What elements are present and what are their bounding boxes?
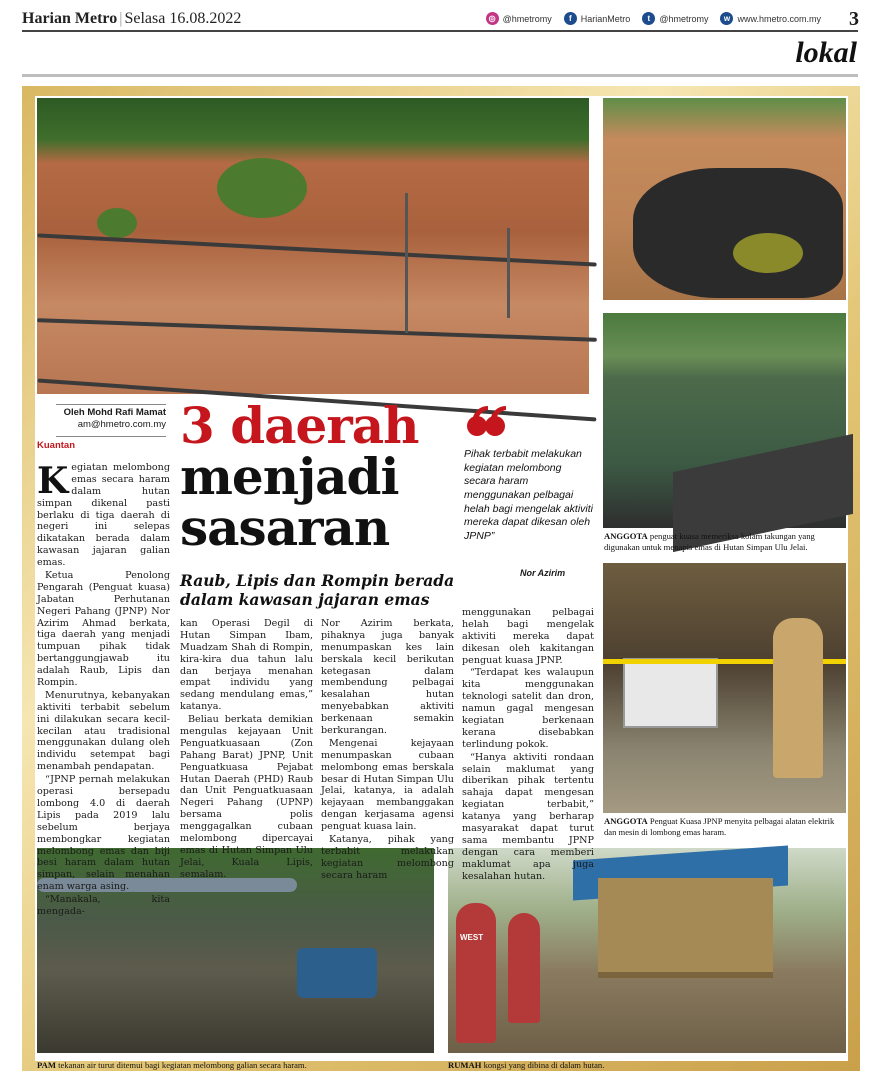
photo-officer — [508, 913, 540, 1023]
web-icon: w — [720, 12, 733, 25]
dateline: Kuantan — [37, 440, 75, 451]
instagram-icon: ◎ — [486, 12, 499, 25]
headline-line-1: 3 daerah — [180, 396, 419, 455]
byline-email[interactable]: am@hmetro.com.my — [56, 419, 166, 436]
caption-camp: ANGGOTA Penguat Kuasa JPNP menyita pelbagai alatan elektrik dan mesin di lombong emas haram. — [604, 816, 835, 837]
twitter-icon: t — [642, 12, 655, 25]
issue-date: Selasa 16.08.2022 — [124, 10, 242, 27]
drop-cap: K — [37, 460, 69, 502]
photo-officer — [773, 618, 823, 778]
headline-line-2: menjadi — [180, 447, 399, 506]
deck-subheadline: Raub, Lipis dan Rompin berada dalam kawasan jajaran emas — [180, 571, 455, 609]
page-number: 3 — [849, 8, 859, 30]
body-column-4: menggunakan pelbagai helah bagi mengelak aktiviti mereka dapat dikesan oleh kakitangan penguat kuasa JPNP. “Terdapat kes walaupun kita menggunakan teknologi satelit dan dron, namun gagal mengesan kegiatan berkenaan kerana disebabkan terlindung pokok. “Hanya aktiviti rondaan selain maklumat yang diberikan pihak tertentu sahaja dapat mengesan kegiatan terbabit,” katanya yang berharap masyarakat dapat turut sama membantu JPNP dengan cara memberi maklumat apa juga kesalahan hutan. — [462, 607, 594, 882]
photo-officer — [456, 903, 496, 1043]
photo-hut — [598, 878, 773, 978]
main-photo-mining-site — [37, 98, 589, 394]
byline — [56, 404, 166, 437]
body-column-3: Nor Azirim berkata, pihaknya juga banyak menumpaskan kes lain berskala kecil berikutan ketegasan dalam membendung pelbagai kesalahan hutan menyebabkan aktiviti berkenaan semakin berkurangan. Mengenai kejayaan menumpaskan cubaan melombong emas berskala besar di Hutan Simpan Ulu Jelai, katanya, ia adalah kejayaan membanggakan dengan kerjasama agensi penguat kuasa lain. Katanya, pihak yang terbabit melakukan kegiatan melombong secara haram — [321, 618, 454, 881]
photo-water — [733, 233, 803, 273]
body-column-1: Kegiatan melombong emas secara haram dalam hutan simpan dikenal pasti berlaku di tiga daerah di negeri ini selepas dikatakan berada dalam kawasan jajaran galian emas. Ketua Penolong Pengarah (Penguat kuasa) Jabatan Perhutanan Negeri Pahang (JPNP) Nor Azirim Ahmad berkata, tiga daerah yang menjadi tumpuan pihak tidak bertanggungjawab itu adalah Raub, Lipis dan Rompin. Menurutnya, kebanyakan aktiviti terbabit sebelum ini dilakukan secara kecil-kecilan atau tradisional menggunakan dulang oleh individu setempat bagi menambah pendapatan. “JPNP pernah melakukan operasi bersepadu lombong 4.0 di daerah Lipis pada 2019 lalu sebelum berjaya membongkar kegiatan melombong emas dan biji besi haram dalam hutan simpan, selain menahan enam warga asing. “Manakala, kita mengada- — [37, 460, 170, 917]
social-links — [486, 12, 821, 25]
social-twitter[interactable]: t @hmetromy — [642, 12, 708, 25]
social-web[interactable]: w www.hmetro.com.my — [720, 12, 821, 25]
photo-post — [507, 228, 510, 318]
photo-pipe — [37, 318, 597, 342]
photo-settling-pond — [603, 313, 846, 528]
social-facebook[interactable]: f HarianMetro — [564, 12, 631, 25]
pull-quote: Pihak terbabit melakukan kegiatan melombong secara haram menggunakan pelbagai helah bagi mengelak aktiviti mereka dapat dikesan oleh JPNP” — [464, 448, 593, 542]
photo-water-tank — [623, 658, 718, 728]
headline — [180, 396, 460, 557]
photo-pump-motor — [297, 948, 377, 998]
byline-name: Oleh Mohd Rafi Mamat — [63, 407, 166, 418]
header-rule — [22, 30, 858, 32]
photo-bush — [97, 208, 137, 238]
section-label: lokal — [795, 36, 857, 69]
headline-line-3: sasaran — [180, 498, 390, 557]
facebook-icon: f — [564, 12, 577, 25]
section-rule — [22, 74, 858, 77]
photo-post — [405, 193, 408, 333]
photo-bush — [217, 158, 307, 218]
photo-liner — [633, 168, 843, 298]
photo-pipe — [37, 233, 596, 266]
body-column-2: kan Operasi Degil di Hutan Simpan Ibam, Muadzam Shah di Rompin, kira-kira dua tahun lalu dan berjaya menahan empat individu yang sedang mendulang emas,” katanya. Beliau berkata demikian mengulas kejayaan Unit Penguatkuasaan (Zon Pahang Barat) JPNP, Unit Penguatkuasa Pejabat Hutan Daerah (PHD) Raub dan Unit Penguatkuasaan Negeri Pahang (UPNP) bersama polis menggagalkan cubaan melombong dipercayai emas di Hutan Simpan Ulu Jelai, Kuala Lipis, semalam. — [180, 618, 313, 880]
photo-camp-equipment — [603, 563, 846, 813]
publication-name: Harian Metro — [22, 10, 118, 27]
pull-quote-attribution: Nor Azirim — [520, 568, 566, 578]
masthead: Harian Metro | Selasa 16.08.2022 — [22, 10, 242, 27]
photo-pond-liner — [603, 98, 846, 300]
caption-pump: PAM tekanan air turut ditemui bagi kegiatan melombong galian secara haram. — [37, 1060, 307, 1070]
caption-pond: ANGGOTA penguat kuasa memeriksa kolam takungan yang digunakan untuk menapis emas di Hutan Simpan Ulu Jelai. — [604, 531, 815, 552]
quote-mark-icon — [466, 402, 506, 442]
social-instagram[interactable]: ◎ @hmetromy — [486, 12, 552, 25]
shirt-text: WEST — [460, 933, 484, 942]
caption-hut: RUMAH kongsi yang dibina di dalam hutan. — [448, 1060, 605, 1070]
